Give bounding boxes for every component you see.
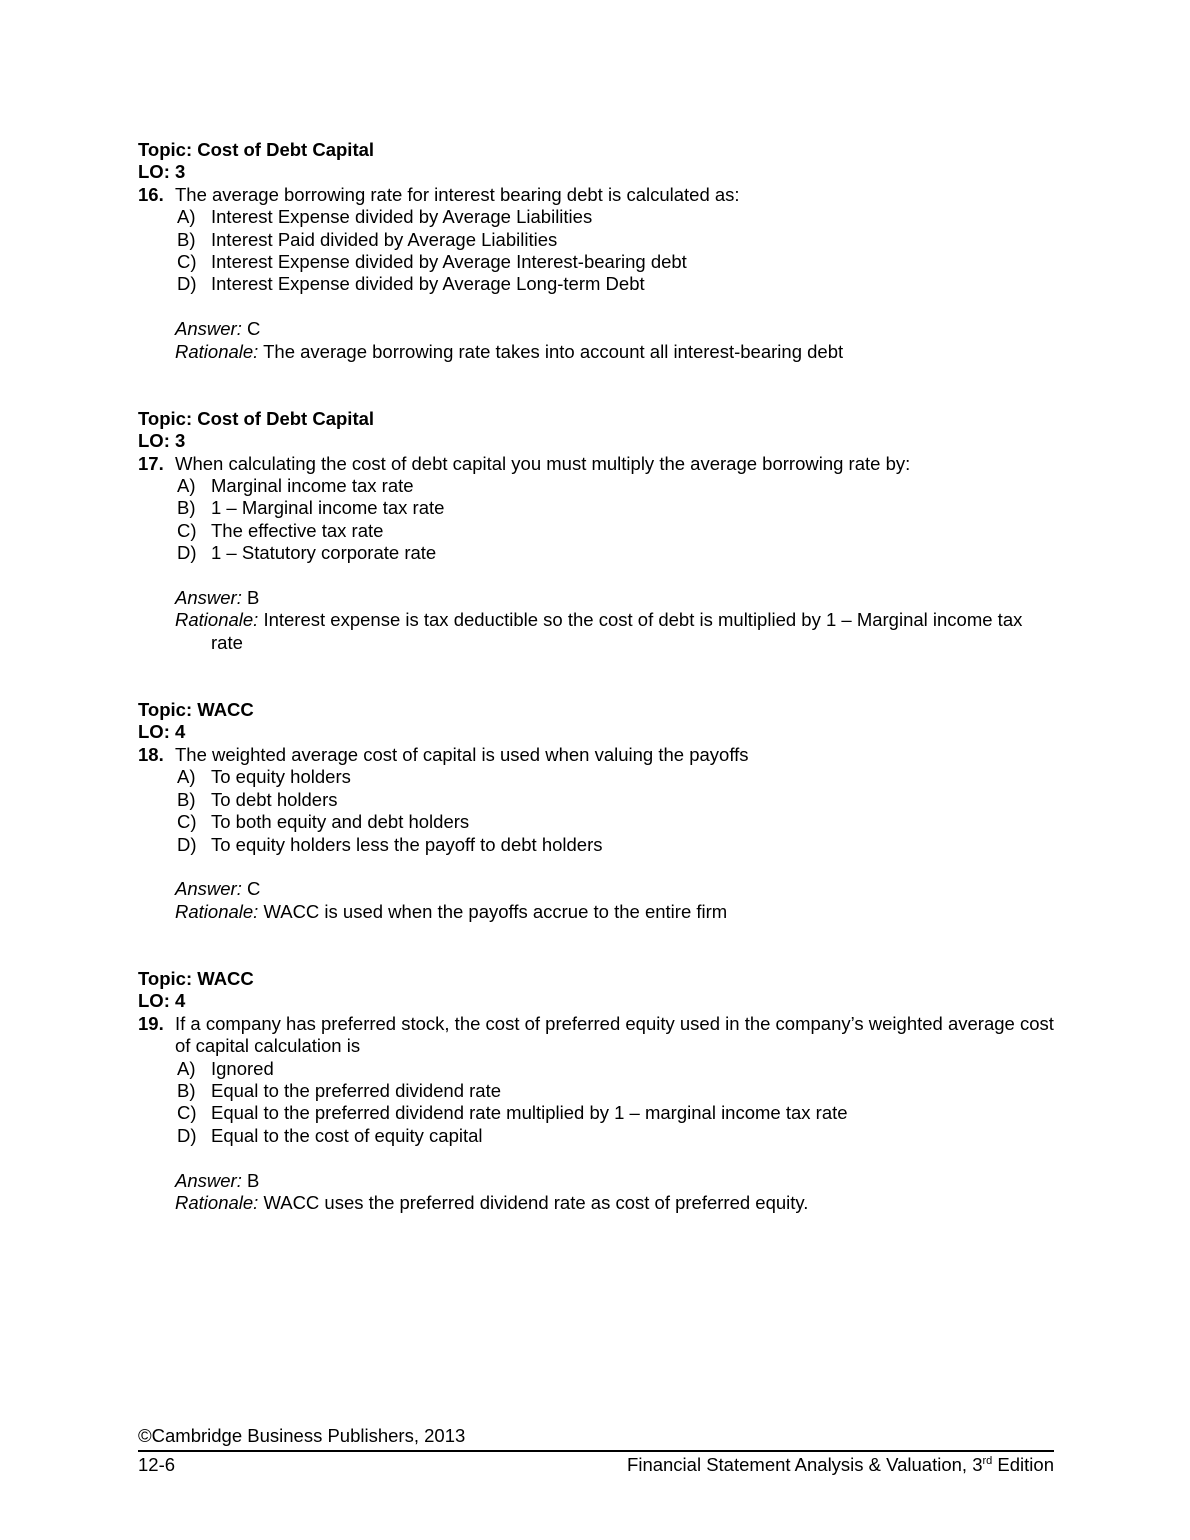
topic-heading: Topic: Cost of Debt Capital — [138, 407, 375, 429]
answer-label: Answer: — [175, 1169, 242, 1191]
topic-heading: Topic: Cost of Debt Capital — [138, 139, 375, 160]
page-number: 12-6 — [138, 1454, 176, 1476]
book-title-suffix: Edition — [992, 1454, 1054, 1476]
answer-row — [138, 878, 1054, 900]
footer-row — [138, 1454, 1054, 1476]
option-letter: B) — [177, 228, 196, 250]
rationale-row — [138, 609, 1054, 654]
option-text: Interest Expense divided by Average Liabilities — [211, 206, 593, 228]
learning-objective: LO: 3 — [138, 430, 186, 452]
option-row — [138, 834, 1054, 856]
rationale-label: Rationale: — [175, 340, 259, 362]
question-block — [138, 968, 1054, 1214]
rationale-text: WACC is used when the payoffs accrue to the entire firm — [263, 900, 728, 922]
copyright-text: ©Cambridge Business Publishers, 2013 — [138, 1425, 466, 1446]
rationale-label: Rationale: — [175, 609, 259, 631]
blank-line — [138, 856, 1054, 878]
blank-line — [138, 923, 1054, 945]
question-number: 18. — [138, 743, 164, 765]
option-letter: D) — [177, 833, 197, 855]
question-text: The average borrowing rate for interest bearing debt is calculated as: — [175, 183, 740, 205]
option-text: To equity holders — [211, 766, 351, 788]
document-content — [138, 139, 1054, 1214]
option-letter: D) — [177, 542, 197, 564]
answer-row — [138, 318, 1054, 340]
option-text: Interest Expense divided by Average Interest-bearing debt — [211, 251, 687, 273]
option-row — [138, 542, 1054, 564]
answer-value: B — [246, 587, 260, 609]
rationale-row — [138, 1192, 1054, 1214]
option-letter: A) — [177, 475, 196, 497]
option-text: To equity holders less the payoff to debt holders — [211, 833, 603, 855]
option-text: 1 – Statutory corporate rate — [211, 542, 437, 564]
option-text: Ignored — [211, 1057, 274, 1079]
option-row — [138, 497, 1054, 519]
option-text: To debt holders — [211, 788, 338, 810]
option-letter: A) — [177, 206, 196, 228]
answer-value: C — [246, 878, 261, 900]
option-row — [138, 1058, 1054, 1080]
option-text: 1 – Marginal income tax rate — [211, 497, 445, 519]
question-number: 19. — [138, 1012, 164, 1034]
blank-line — [138, 385, 1054, 407]
option-row — [138, 273, 1054, 295]
question-text-row — [138, 184, 1054, 206]
option-row — [138, 1125, 1054, 1147]
option-letter: C) — [177, 519, 197, 541]
question-number: 16. — [138, 183, 164, 205]
question-block — [138, 408, 1054, 699]
option-row — [138, 475, 1054, 497]
question-block — [138, 139, 1054, 408]
option-letter: A) — [177, 1057, 196, 1079]
answer-label: Answer: — [175, 587, 242, 609]
answer-label: Answer: — [175, 878, 242, 900]
option-row — [138, 229, 1054, 251]
rationale-text: WACC uses the preferred dividend rate as cost of preferred equity. — [263, 1191, 809, 1213]
option-row — [138, 251, 1054, 273]
question-text-row — [138, 453, 1054, 475]
topic-heading: Topic: WACC — [138, 699, 254, 721]
option-text: Marginal income tax rate — [211, 475, 414, 497]
question-text-row — [138, 1013, 1054, 1058]
answer-row — [138, 587, 1054, 609]
option-row — [138, 789, 1054, 811]
learning-objective: LO: 3 — [138, 161, 186, 183]
option-text: The effective tax rate — [211, 519, 384, 541]
answer-value: B — [246, 1169, 260, 1191]
question-text: When calculating the cost of debt capital you must multiply the average borrowing rate by: — [175, 452, 911, 474]
book-title-prefix: Financial Statement Analysis & Valuation, 3 — [627, 1454, 983, 1476]
rationale-row — [138, 901, 1054, 923]
rationale-text: Interest expense is tax deductible so the cost of debt is multiplied by 1 – Marginal income tax rate — [211, 609, 1023, 653]
option-letter: A) — [177, 766, 196, 788]
blank-line — [138, 1147, 1054, 1169]
option-text: Interest Paid divided by Average Liabilities — [211, 228, 558, 250]
option-row — [138, 520, 1054, 542]
rationale-label: Rationale: — [175, 1191, 259, 1213]
answer-row — [138, 1170, 1054, 1192]
book-title-ordinal: rd — [982, 1455, 993, 1468]
blank-line — [138, 946, 1054, 968]
option-row — [138, 811, 1054, 833]
blank-line — [138, 296, 1054, 318]
rationale-row — [138, 341, 1054, 363]
option-letter: C) — [177, 251, 197, 273]
question-text-row — [138, 744, 1054, 766]
option-letter: B) — [177, 1079, 196, 1101]
option-row — [138, 1102, 1054, 1124]
blank-line — [138, 363, 1054, 385]
blank-line — [138, 677, 1054, 699]
option-text: Equal to the preferred dividend rate — [211, 1079, 502, 1101]
option-text: Equal to the preferred dividend rate multiplied by 1 – marginal income tax rate — [211, 1102, 848, 1124]
blank-line — [138, 565, 1054, 587]
rationale-text: The average borrowing rate takes into account all interest-bearing debt — [263, 340, 844, 362]
option-row — [138, 1080, 1054, 1102]
question-number: 17. — [138, 452, 164, 474]
option-text: Interest Expense divided by Average Long-term Debt — [211, 273, 645, 295]
option-row — [138, 206, 1054, 228]
page-footer — [138, 1425, 1054, 1477]
question-block — [138, 699, 1054, 968]
option-row — [138, 766, 1054, 788]
option-letter: B) — [177, 788, 196, 810]
footer-divider — [138, 1450, 1054, 1452]
option-text: Equal to the cost of equity capital — [211, 1124, 483, 1146]
option-letter: B) — [177, 497, 196, 519]
learning-objective: LO: 4 — [138, 721, 186, 743]
learning-objective: LO: 4 — [138, 990, 186, 1012]
question-text: If a company has preferred stock, the cost of preferred equity used in the company’s weighted average cost of capital calculation is — [175, 1012, 1054, 1057]
rationale-label: Rationale: — [175, 900, 259, 922]
option-letter: D) — [177, 273, 197, 295]
answer-value: C — [246, 318, 261, 340]
option-letter: C) — [177, 1102, 197, 1124]
option-letter: C) — [177, 811, 197, 833]
topic-heading: Topic: WACC — [138, 967, 254, 989]
blank-line — [138, 654, 1054, 676]
question-text: The weighted average cost of capital is used when valuing the payoffs — [175, 743, 749, 765]
option-text: To both equity and debt holders — [211, 811, 470, 833]
book-title — [627, 1454, 1054, 1476]
option-letter: D) — [177, 1124, 197, 1146]
answer-label: Answer: — [175, 318, 242, 340]
